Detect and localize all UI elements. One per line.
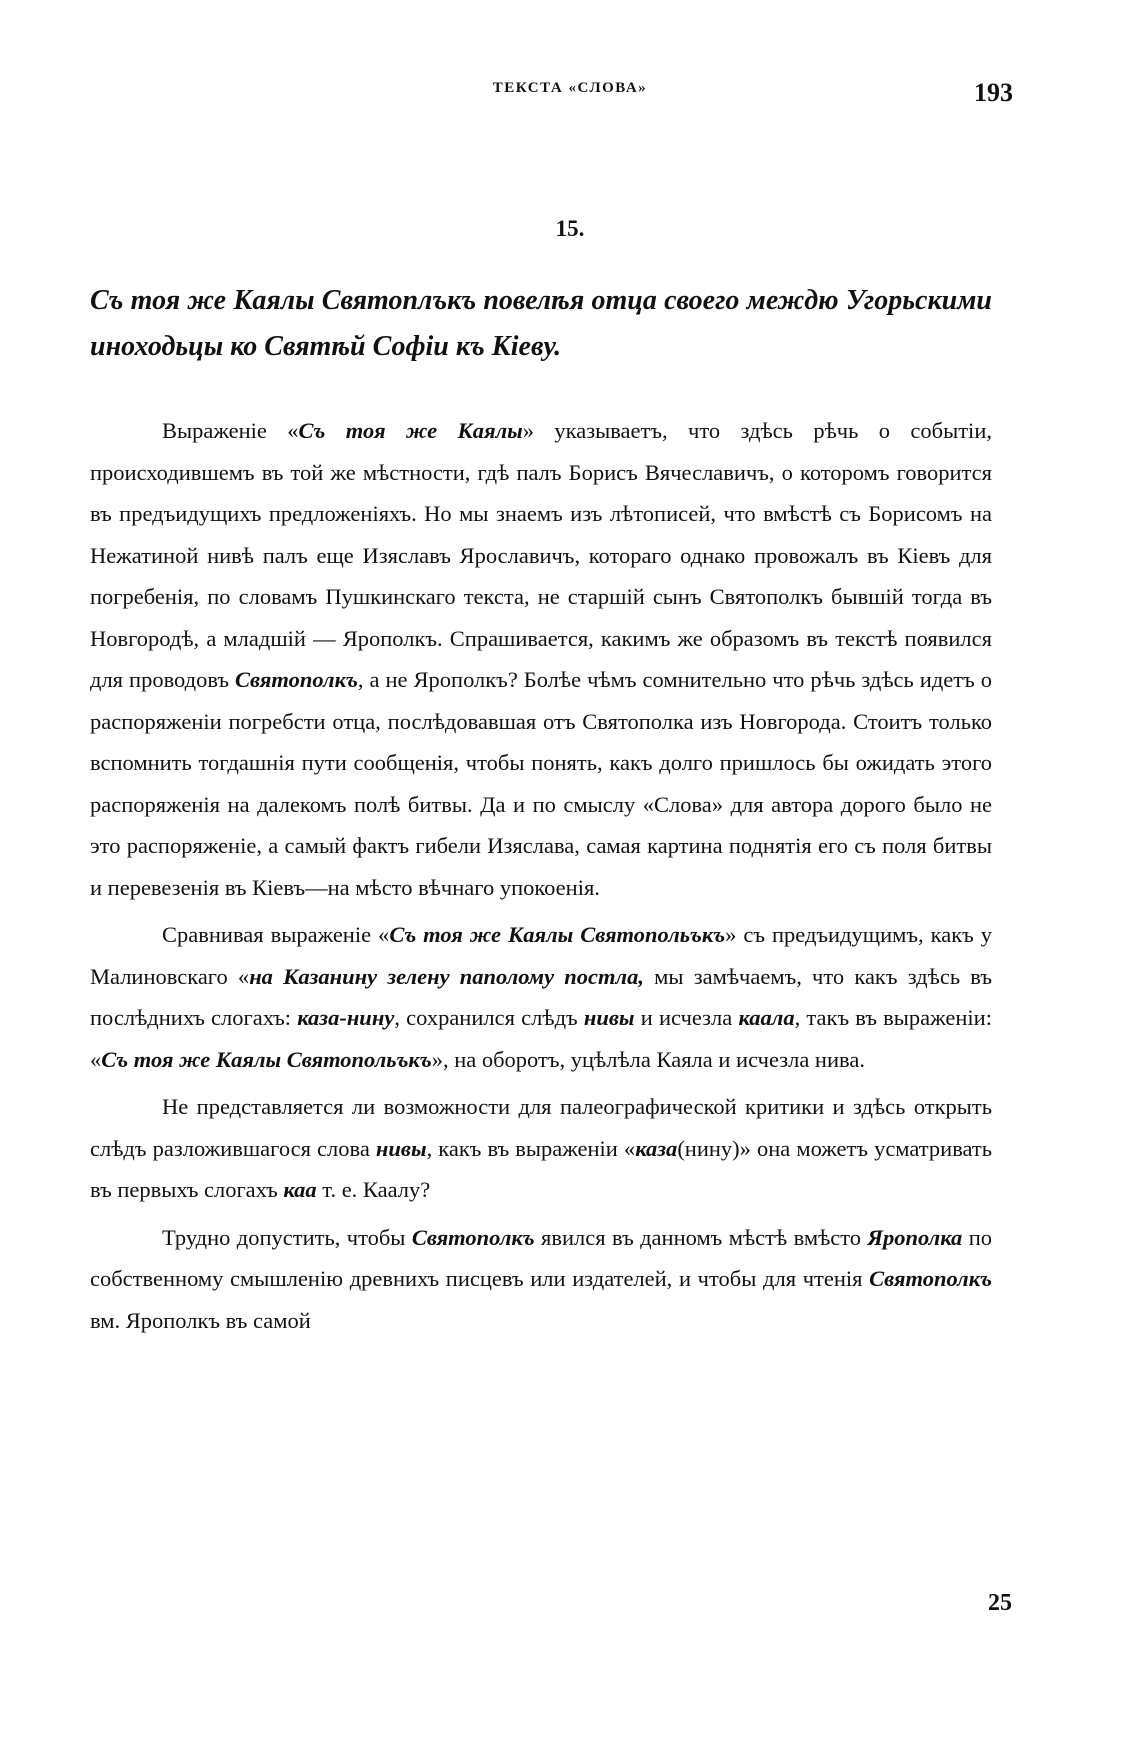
running-title: ТЕКСТА «СЛОВА»: [492, 80, 648, 96]
paragraph: [90, 1217, 992, 1342]
text-run: мы замѣчаемъ, что какъ здѣсь въ послѣднихъ слогахъ:: [90, 963, 992, 1030]
italic-phrase: каза: [635, 1135, 678, 1161]
italic-phrase: на Казанину зелену паполому постла,: [249, 963, 644, 989]
italic-phrase: каала: [738, 1005, 795, 1030]
text-run: » указываетъ, что здѣсь рѣчь о событіи, происходившемъ въ той же мѣстности, гдѣ палъ Борисъ Вячеславичъ, о которомъ говорится въ предъидущихъ предложеніяхъ. Но мы знаемъ изъ лѣтописей, что вмѣстѣ съ Борисомъ на Нежатиной нивѣ палъ еще Изяславъ Ярославичъ, котораго однако провожалъ въ Кіевъ для погребенія, по словамъ Пушкинскаго текста, не старшій сынъ Святополкъ бывшій тогда въ Новгородѣ, а младшій — Ярополкъ. Спрашивается, какимъ же образомъ въ текстѣ появился для проводовъ: [90, 418, 992, 692]
text-run: Сравнивая выраженіе «: [162, 922, 390, 947]
text-run: по собственному смышленію древнихъ писцевъ или издателей, и чтобы для чтенія: [90, 1224, 992, 1291]
italic-phrase: нивы: [583, 1005, 635, 1030]
italic-phrase: нивы: [375, 1135, 427, 1161]
text-run: вм. Ярополкъ въ самой: [90, 1307, 311, 1333]
text-run: , сохранился слѣдъ: [394, 1005, 584, 1030]
text-run: Не представляется ли возможности для палеографической критики и здѣсь открыть слѣдъ разложившагося слова: [90, 1094, 992, 1161]
text-run: Трудно допустить, чтобы: [162, 1224, 412, 1250]
italic-phrase: Святополкъ: [235, 667, 358, 692]
body-text: [90, 410, 992, 1341]
section-number: 15.: [555, 216, 585, 241]
italic-phrase: Святополкъ: [411, 1224, 535, 1250]
section-heading: Съ тоя же Каялы Святоплъкъ повелѣя отца своего междю Угорьскими иноходьцы ко Святѣй Софіи къ Кіеву.: [90, 285, 992, 362]
text-run: и исчезла: [634, 1005, 739, 1030]
text-run: », на оборотъ, уцѣлѣла Каяла и исчезла нива.: [431, 1046, 865, 1072]
signature-mark: 25: [988, 1590, 1012, 1616]
text-run: (нину)» она можетъ усматривать въ первыхъ слогахъ: [90, 1135, 993, 1202]
text-run: , а не Ярополкъ? Болѣе чѣмъ сомнительно что рѣчь здѣсь идетъ о распоряженіи погребсти отца, послѣдовавшая отъ Святополка изъ Новгорода. Стоитъ только вспомнить тогдашнія пути сообщенія, чтобы понять, какъ долго пришлось бы ожидать этого распоряженія на далекомъ полѣ битвы. Да и по смыслу «Слова» для автора дорого было не это распоряженіе, а самый фактъ гибели Изяслава, самая картина поднятія его съ поля битвы и перевезенія въ Кіевъ—на мѣсто вѣчнаго упокоенія.: [90, 667, 992, 900]
paragraph: [90, 1086, 992, 1211]
italic-phrase: Святополкъ: [869, 1266, 992, 1291]
italic-phrase: каа: [283, 1177, 317, 1202]
text-run: » съ предъидущимъ, какъ у Малиновскаго «: [90, 922, 992, 989]
italic-phrase: Съ тоя же Каялы Святопольъкъ: [389, 922, 726, 947]
text-run: , такъ въ выраженіи: «: [90, 1005, 992, 1072]
paragraph: [90, 410, 992, 908]
italic-phrase: каза-нину: [297, 1005, 395, 1030]
italic-phrase: Съ тоя же Каялы: [298, 418, 523, 443]
italic-phrase: Съ тоя же Каялы Святопольъкъ: [101, 1046, 432, 1072]
text-run: т. е. Каалу?: [316, 1177, 431, 1202]
text-run: явился въ данномъ мѣстѣ вмѣсто: [534, 1224, 868, 1250]
text-run: Выраженіе «: [162, 418, 299, 443]
italic-phrase: Ярополка: [867, 1224, 963, 1250]
page-number: 193: [974, 78, 1013, 107]
paragraph: [90, 914, 992, 1080]
text-run: , какъ въ выраженіи «: [426, 1135, 636, 1161]
